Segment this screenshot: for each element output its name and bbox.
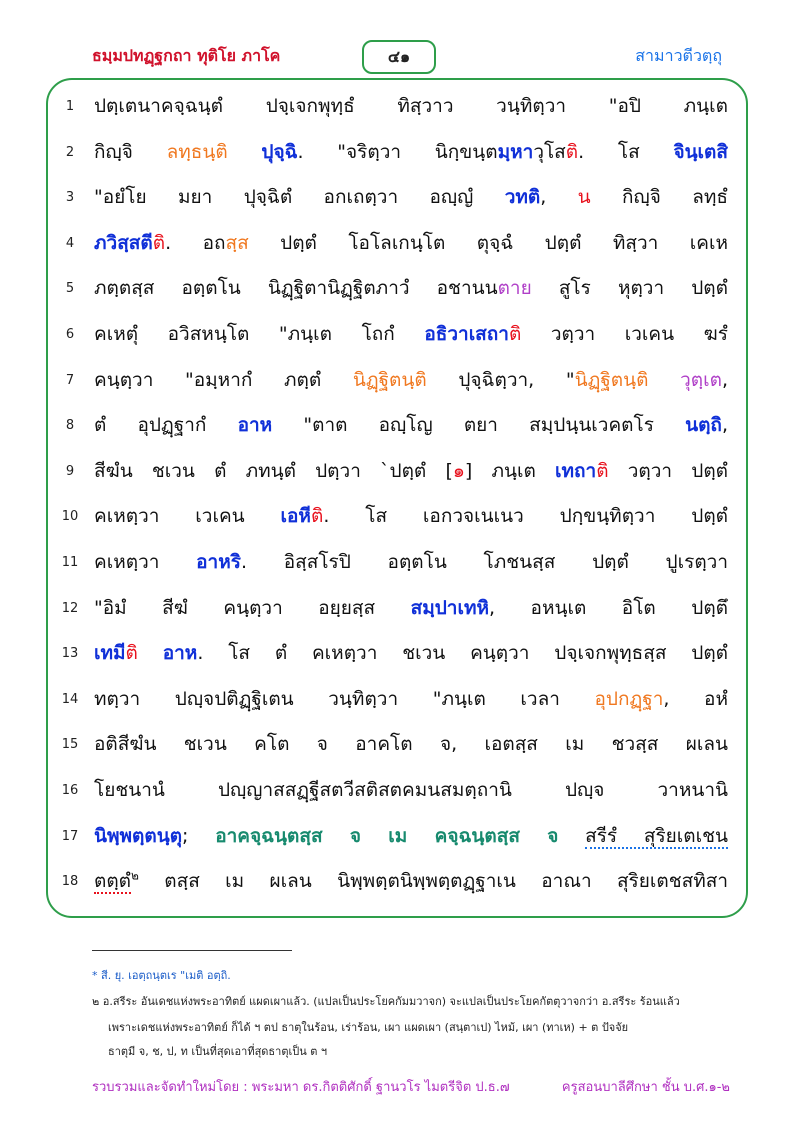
line-number: 15 [61, 737, 79, 753]
line-number: 7 [65, 372, 75, 388]
text-segment: เอหี [280, 505, 311, 528]
text-segment: , [721, 368, 728, 391]
text-segment: ภวิสฺสตี [94, 231, 153, 254]
text-segment: . อิสฺสโรปิ อตฺตโน โภชนสฺส ปตฺตํ ปูเรตฺวา [240, 550, 728, 573]
text-segment: ติ [565, 140, 579, 163]
line-number: 13 [61, 646, 79, 662]
text-segment [648, 369, 680, 391]
text-segment: สรีรํ สุริยเตเชน [585, 824, 728, 847]
text-segment: ติ [125, 642, 138, 665]
text-segment: โยชนานํ ปญฺญาสสฏฺฐีสตวีสติสตคมนสมตฺถานิ ปญฺจ วาหนานิ [94, 778, 728, 801]
footnote-2-end: ธาตุมี จ, ช, ป, ท เป็นที่สุดเอาที่สุดธาตุเป็น ต ฯ [108, 1045, 328, 1058]
text-line [58, 175, 728, 221]
text-segment: วทติ [504, 186, 541, 209]
text-segment: วตฺวา ปตฺตํ [608, 459, 728, 482]
text-line [58, 814, 728, 860]
text-segment: . โส ตํ คเหตฺวา ชเวน คนฺตฺวา ปจฺเจกพุทฺธสฺส ปตฺตํ [197, 642, 728, 665]
text-segment: เทมี [94, 642, 126, 665]
line-text [94, 449, 728, 495]
text-line [58, 586, 728, 632]
text-segment: "ตาต อญฺโญ ตยา สมฺปนฺนเวคตโร [272, 414, 686, 437]
line-number: 1 [65, 99, 75, 114]
text-segment: . โส [578, 140, 674, 163]
text-segment: เทถา [555, 459, 597, 482]
line-text [94, 540, 728, 586]
text-line [58, 403, 728, 449]
text-line [58, 266, 728, 312]
text-line [58, 358, 728, 404]
text-segment: , อหนฺเต อิโต ปตฺตึ [489, 596, 728, 619]
text-segment: สีฆํน ชเวน ตํ ภทนฺตํ ปตฺวา `ปตฺตํ [ [94, 459, 453, 482]
line-text [94, 768, 728, 814]
line-number: 11 [61, 554, 79, 570]
text-segment: . โส เอกวจเนเนว ปกฺขนฺทิตฺวา ปตฺตํ [323, 505, 728, 528]
text-segment: ตสฺส เม ผเลน นิพฺพตฺตนิพฺพตฺตฏฺฐาเน อาณา สุริยเตชสทิสา [138, 870, 728, 893]
text-segment: ปตฺตํ โอโลเกนฺโต ตุจฺฉํ ปตฺตํ ทิสฺวา เคเห [248, 231, 728, 254]
footer-course: ครูสอนบาลีศึกษา ชั้น บ.ศ.๑-๒ [561, 1080, 730, 1095]
line-text [94, 221, 728, 267]
text-segment: คเหตฺวา [94, 550, 197, 573]
text-line [58, 312, 728, 358]
text-segment: มฺหา [497, 140, 534, 163]
line-number: 2 [65, 144, 75, 160]
text-line [58, 494, 728, 540]
text-segment: สฺส [225, 231, 249, 254]
line-text [94, 586, 728, 632]
text-segment: ทตฺวา ปญฺจปติฏฺฐิเตน วนฺทิตฺวา "ภนฺเต เวลา [94, 687, 595, 710]
text-segment: ปุจฺฉิ [261, 140, 298, 163]
header-left-title: ธมฺมปทฏฺฐกถา ทุติโย ภาโค [92, 46, 281, 65]
text-segment: ] ภนฺเต [464, 459, 556, 482]
text-segment: อาคจฺฉนฺตสฺส จ เม คจฺฉนฺตสฺส จ [215, 824, 559, 847]
text-segment: อาห [237, 414, 273, 437]
line-text [94, 814, 728, 860]
line-text [94, 130, 728, 176]
line-number: 18 [61, 874, 79, 890]
text-segment: นิฏฺฐิตนฺติ [352, 368, 427, 391]
line-text [94, 859, 728, 905]
text-segment: อุปกฏฺฐา [594, 687, 664, 710]
line-text [94, 677, 728, 723]
line-text [94, 84, 728, 130]
line-number: 9 [65, 463, 75, 479]
text-segment [558, 825, 585, 847]
text-segment: ปตฺเตนาคจฺฉนฺตํ ปจฺเจกพุทฺธํ ทิสฺวาว วนฺทิตฺวา "อปิ ภนฺเต [94, 95, 728, 117]
text-segment: น [577, 186, 591, 209]
text-line [58, 540, 728, 586]
text-line [58, 768, 728, 814]
text-segment: , [721, 414, 728, 437]
text-segment: จินฺเตสิ [673, 140, 728, 163]
text-segment: ติ [152, 231, 166, 254]
text-segment: ตาย [497, 277, 532, 300]
text-line [58, 677, 728, 723]
line-number: 5 [65, 281, 75, 297]
text-segment: ภตฺตสฺส อตฺตโน นิฏฺฐิตานิฏฺฐิตภาวํ อชานน [94, 277, 498, 300]
text-segment: ติ [596, 459, 609, 482]
text-segment: ติ [310, 505, 324, 528]
line-text [94, 358, 728, 404]
text-line [58, 130, 728, 176]
text-segment: นตฺถิ [685, 414, 722, 437]
line-text [94, 403, 728, 449]
header-right-title: สามาวตีวตฺถุ [635, 46, 722, 65]
text-line [58, 84, 728, 130]
text-lines [58, 84, 728, 905]
text-segment: ตํ อุปฏฺฐากํ [94, 414, 238, 437]
text-segment: "อยํโย มยา ปุจฺฉิตํ อกเถตฺวา อญฺญํ [94, 186, 505, 209]
text-segment: ปุจฺฉิตฺวา, " [426, 368, 575, 391]
text-segment: กิญฺจิ ลทฺธํ [590, 186, 728, 209]
text-line [58, 631, 728, 677]
text-segment: วุตฺเต [680, 368, 722, 391]
text-segment: นิพฺพตฺตนฺตุ [94, 824, 183, 847]
line-number: 4 [65, 235, 75, 251]
line-number: 17 [61, 828, 79, 844]
text-segment: คเหตฺวา เวเคน [94, 505, 281, 528]
footer-compiler: รวบรวมและจัดทำใหม่โดย : พระมหา ดร.กิตติศักดิ์ ฐานวโร ไมตรีจิต ป.ธ.๗ [92, 1080, 510, 1095]
line-text [94, 175, 728, 221]
footnote-2-cont: เพราะเดชแห่งพระอาทิตย์ ก็ได้ ฯ ตป ธาตุในร้อน, เร่าร้อน, เผา แผดเผา (สนฺตาเป) ไหม้, เผา (ทาเห) + ต ปัจจัย [108, 1021, 629, 1034]
text-segment: อธิวาเสถา [424, 322, 509, 345]
text-segment: . อถ [165, 231, 226, 254]
line-text [94, 312, 728, 358]
text-segment: . "จริตฺวา นิกฺขนฺต [297, 140, 498, 163]
text-segment: ๒ [131, 868, 139, 883]
text-segment: ลทฺธนฺติ [166, 140, 228, 163]
line-number: 8 [65, 418, 75, 434]
line-number: 3 [65, 190, 75, 206]
text-segment: "อิมํ สีฆํ คนฺตฺวา อยฺยสฺส [94, 596, 411, 619]
text-segment: วุโส [533, 140, 566, 163]
text-segment [228, 141, 262, 163]
footnote-divider [92, 950, 292, 951]
text-line [58, 859, 728, 905]
text-segment: ติ [508, 322, 522, 345]
page-number: ๔๑ [362, 40, 436, 74]
text-segment: , อหํ [663, 687, 728, 710]
text-line [58, 221, 728, 267]
text-segment: ๑ [452, 459, 465, 482]
text-segment: ; [182, 824, 216, 847]
footnote-1: * สี. ยุ. เอตฺถนฺตเร "เมติ อตฺถิ. [92, 969, 231, 982]
text-segment: คนฺตฺวา "อมฺหากํ ภตฺตํ [94, 368, 353, 391]
text-segment: สูโร หุตฺวา ปตฺตํ [531, 277, 728, 300]
footnote-2: ๒ อ.สรีระ อันเดชแห่งพระอาทิตย์ แผดเผาแล้ว. (แปลเป็นประโยคกัมมวาจก) จะแปลเป็นประโยคกัตตุวาจกว่า อ.สรีระ ร้อนแล้ว [92, 995, 680, 1008]
text-segment: คเหตุํ อวิสหนฺโต "ภนฺเต โถกํ [94, 322, 425, 345]
text-segment: อาห [162, 642, 198, 665]
line-number: 6 [65, 326, 75, 342]
text-line [58, 449, 728, 495]
text-segment: วตฺวา เวเคน ฆรํ [521, 322, 728, 345]
line-text [94, 266, 728, 312]
line-number: 16 [61, 782, 79, 798]
text-segment [138, 642, 163, 664]
line-text [94, 722, 728, 768]
line-number: 14 [61, 691, 79, 707]
line-text [94, 494, 728, 540]
text-segment: อติสีฆํน ชเวน คโต จ อาคโต จ, เอตสฺส เม ชวสฺส ผเลน [94, 733, 728, 756]
text-line [58, 722, 728, 768]
line-number: 10 [61, 509, 79, 525]
text-segment: กิญฺจิ [94, 140, 167, 163]
text-segment: , [540, 186, 578, 209]
line-number: 12 [61, 600, 79, 616]
line-text [94, 631, 728, 677]
text-segment: สมฺปาเทหิ [410, 596, 490, 619]
text-segment: นิฏฺฐิตนฺติ [574, 368, 649, 391]
text-segment: ตตฺตํ [94, 870, 132, 893]
text-segment: อาหริ [196, 550, 241, 573]
